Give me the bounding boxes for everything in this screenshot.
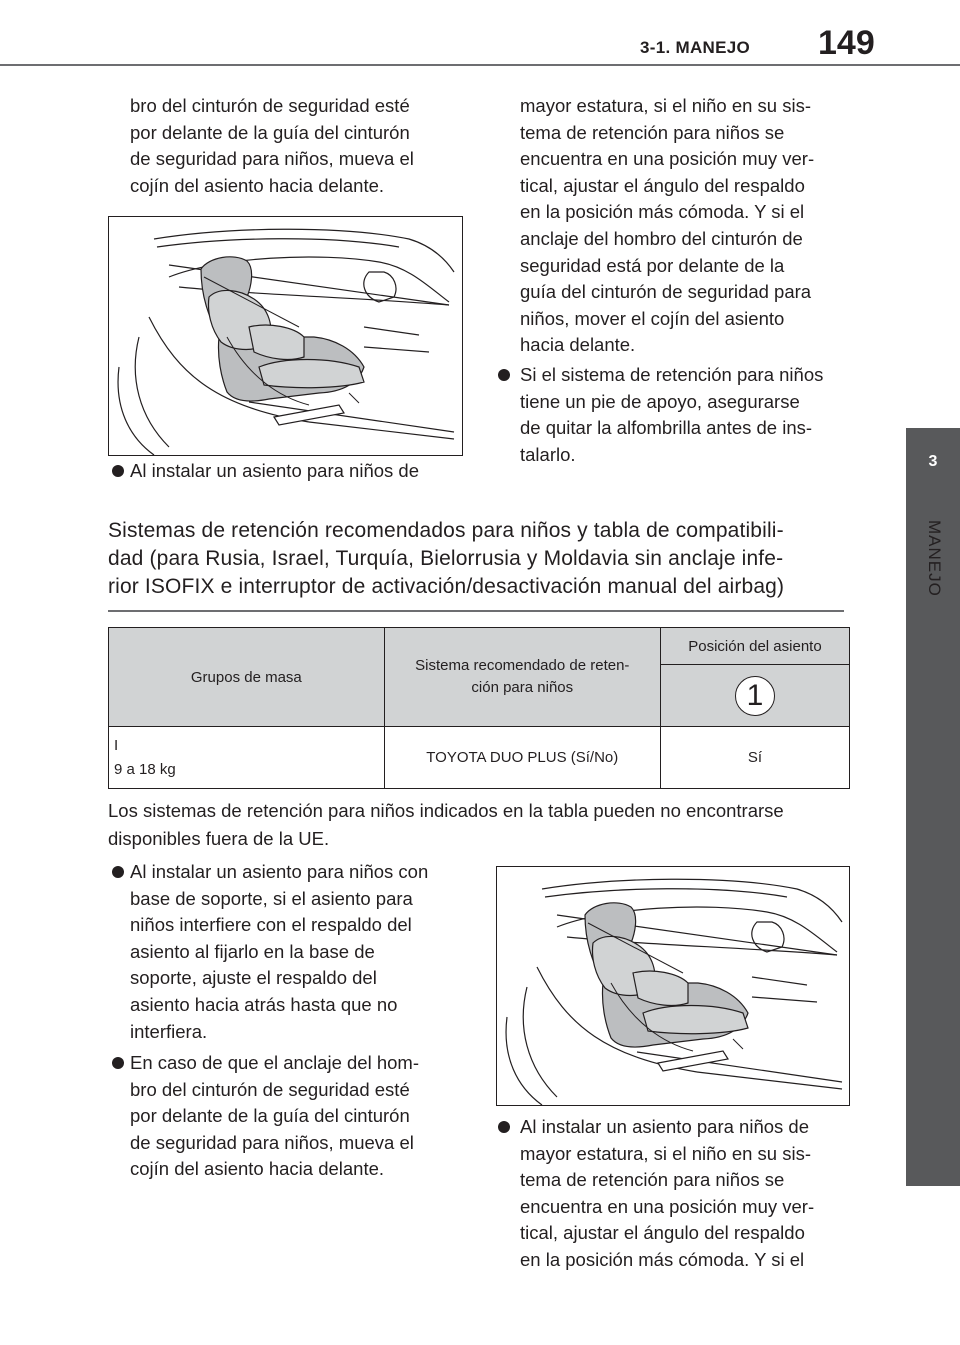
text-line: base de soporte, si el asiento para [130, 887, 413, 909]
text-line: tiene un pie de apoyo, asegurarse [520, 390, 800, 412]
right-top-paragraph [520, 93, 890, 359]
cell-position: Sí [660, 727, 849, 789]
section-title-line: dad (para Rusia, Israel, Turquía, Bielorrusia y Moldavia sin anclaje infe- [108, 547, 784, 570]
header-seat-position: Posición del asiento [660, 628, 849, 665]
text-line: Si el sistema de retención para niños [520, 364, 824, 385]
bullet-dot [498, 1121, 510, 1133]
cell-line: 9 a 18 kg [114, 760, 176, 778]
table-note [108, 797, 848, 853]
car-seat-illustration-2 [496, 866, 850, 1106]
chapter-tab[interactable]: 3 [906, 428, 960, 496]
cell-line: I [114, 736, 119, 754]
header-line: ción para niños [471, 679, 574, 696]
header-line: Sistema recomendado de reten- [415, 657, 630, 674]
car-seat-illustration-1 [108, 216, 463, 456]
text-line: seguridad está por delante de la [520, 254, 785, 276]
right-top-bullet [520, 362, 890, 468]
right-bottom-bullet [520, 1114, 890, 1274]
text-line: tema de retención para niños se [520, 121, 785, 143]
text-line: En caso de que el anclaje del hom- [130, 1052, 419, 1073]
bullet-dot [112, 1057, 124, 1069]
section-rule [108, 610, 844, 612]
text-line: cojín del asiento hacia delante. [130, 1158, 385, 1180]
text-line: por delante de la guía del cinturón [130, 121, 410, 143]
section-title [108, 517, 844, 601]
left-bottom-bullet-1 [130, 859, 490, 1045]
car-seat-drawing-icon [497, 867, 849, 1105]
text-line: niños, mover el cojín del asiento [520, 307, 785, 329]
text-line: niños interfiere con el respaldo del [130, 914, 412, 936]
text-line: de seguridad para niños, mueva el [130, 148, 414, 170]
text-line: encuentra en una posición muy ver- [520, 1195, 815, 1217]
header-rule [0, 64, 960, 66]
left-top-bullet [130, 458, 490, 485]
compatibility-table [108, 627, 850, 789]
text-line: talarlo. [520, 443, 576, 465]
note-line: disponibles fuera de la UE. [108, 828, 330, 849]
section-header: 3-1. MANEJO [640, 38, 751, 57]
text-line: anclaje del hombro del cinturón de [520, 227, 803, 249]
section-title-line: rior ISOFIX e interruptor de activación/desactivación manual del airbag) [108, 575, 785, 598]
header-mass-groups: Grupos de masa [109, 628, 385, 727]
text-line: bro del cinturón de seguridad esté [130, 95, 410, 116]
header-recommended-system [384, 628, 660, 727]
text-line: Al instalar un asiento para niños con [130, 861, 429, 882]
text-line: Al instalar un asiento para niños de [130, 460, 419, 481]
text-line: interfiera. [130, 1020, 208, 1042]
text-line: de quitar la alfombrilla antes de ins- [520, 417, 813, 439]
left-top-paragraph [130, 93, 490, 199]
seat-position-symbol-cell [660, 665, 849, 727]
car-seat-drawing-icon [109, 217, 462, 455]
bullet-dot [498, 369, 510, 381]
bullet-dot [112, 465, 124, 477]
text-line: mayor estatura, si el niño en su sis- [520, 95, 811, 116]
note-line: Los sistemas de retención para niños indicados en la tabla pueden no encontrarse [108, 800, 784, 821]
text-line: guía del cinturón de seguridad para [520, 281, 812, 303]
bullet-dot [112, 866, 124, 878]
text-line: en la posición más cómoda. Y si el [520, 201, 805, 223]
cell-system: TOYOTA DUO PLUS (Sí/No) [384, 727, 660, 789]
text-line: cojín del asiento hacia delante. [130, 174, 385, 196]
chapter-label [906, 520, 960, 610]
text-line: en la posición más cómoda. Y si el [520, 1248, 805, 1270]
page-number: 149 [818, 24, 875, 62]
text-line: asiento al fijarlo en la base de [130, 940, 375, 962]
text-line: asiento hacia atrás hasta que no [130, 993, 398, 1015]
text-line: tical, ajustar el ángulo del respaldo [520, 1222, 805, 1244]
text-line: tema de retención para niños se [520, 1169, 785, 1191]
seat-position-1-icon: 1 [735, 676, 775, 716]
text-line: hacia delante. [520, 334, 636, 356]
text-line: por delante de la guía del cinturón [130, 1105, 410, 1127]
text-line: Al instalar un asiento para niños de [520, 1116, 809, 1137]
cell-mass-group [109, 727, 385, 789]
chapter-label-text: MANEJO [925, 520, 944, 597]
text-line: bro del cinturón de seguridad esté [130, 1078, 410, 1100]
left-bottom-bullet-2 [130, 1050, 490, 1183]
section-title-line: Sistemas de retención recomendados para niños y tabla de compatibili- [108, 519, 784, 542]
text-line: soporte, ajuste el respaldo del [130, 967, 377, 989]
text-line: mayor estatura, si el niño en su sis- [520, 1142, 811, 1164]
text-line: encuentra en una posición muy ver- [520, 148, 815, 170]
text-line: tical, ajustar el ángulo del respaldo [520, 174, 805, 196]
text-line: de seguridad para niños, mueva el [130, 1131, 414, 1153]
